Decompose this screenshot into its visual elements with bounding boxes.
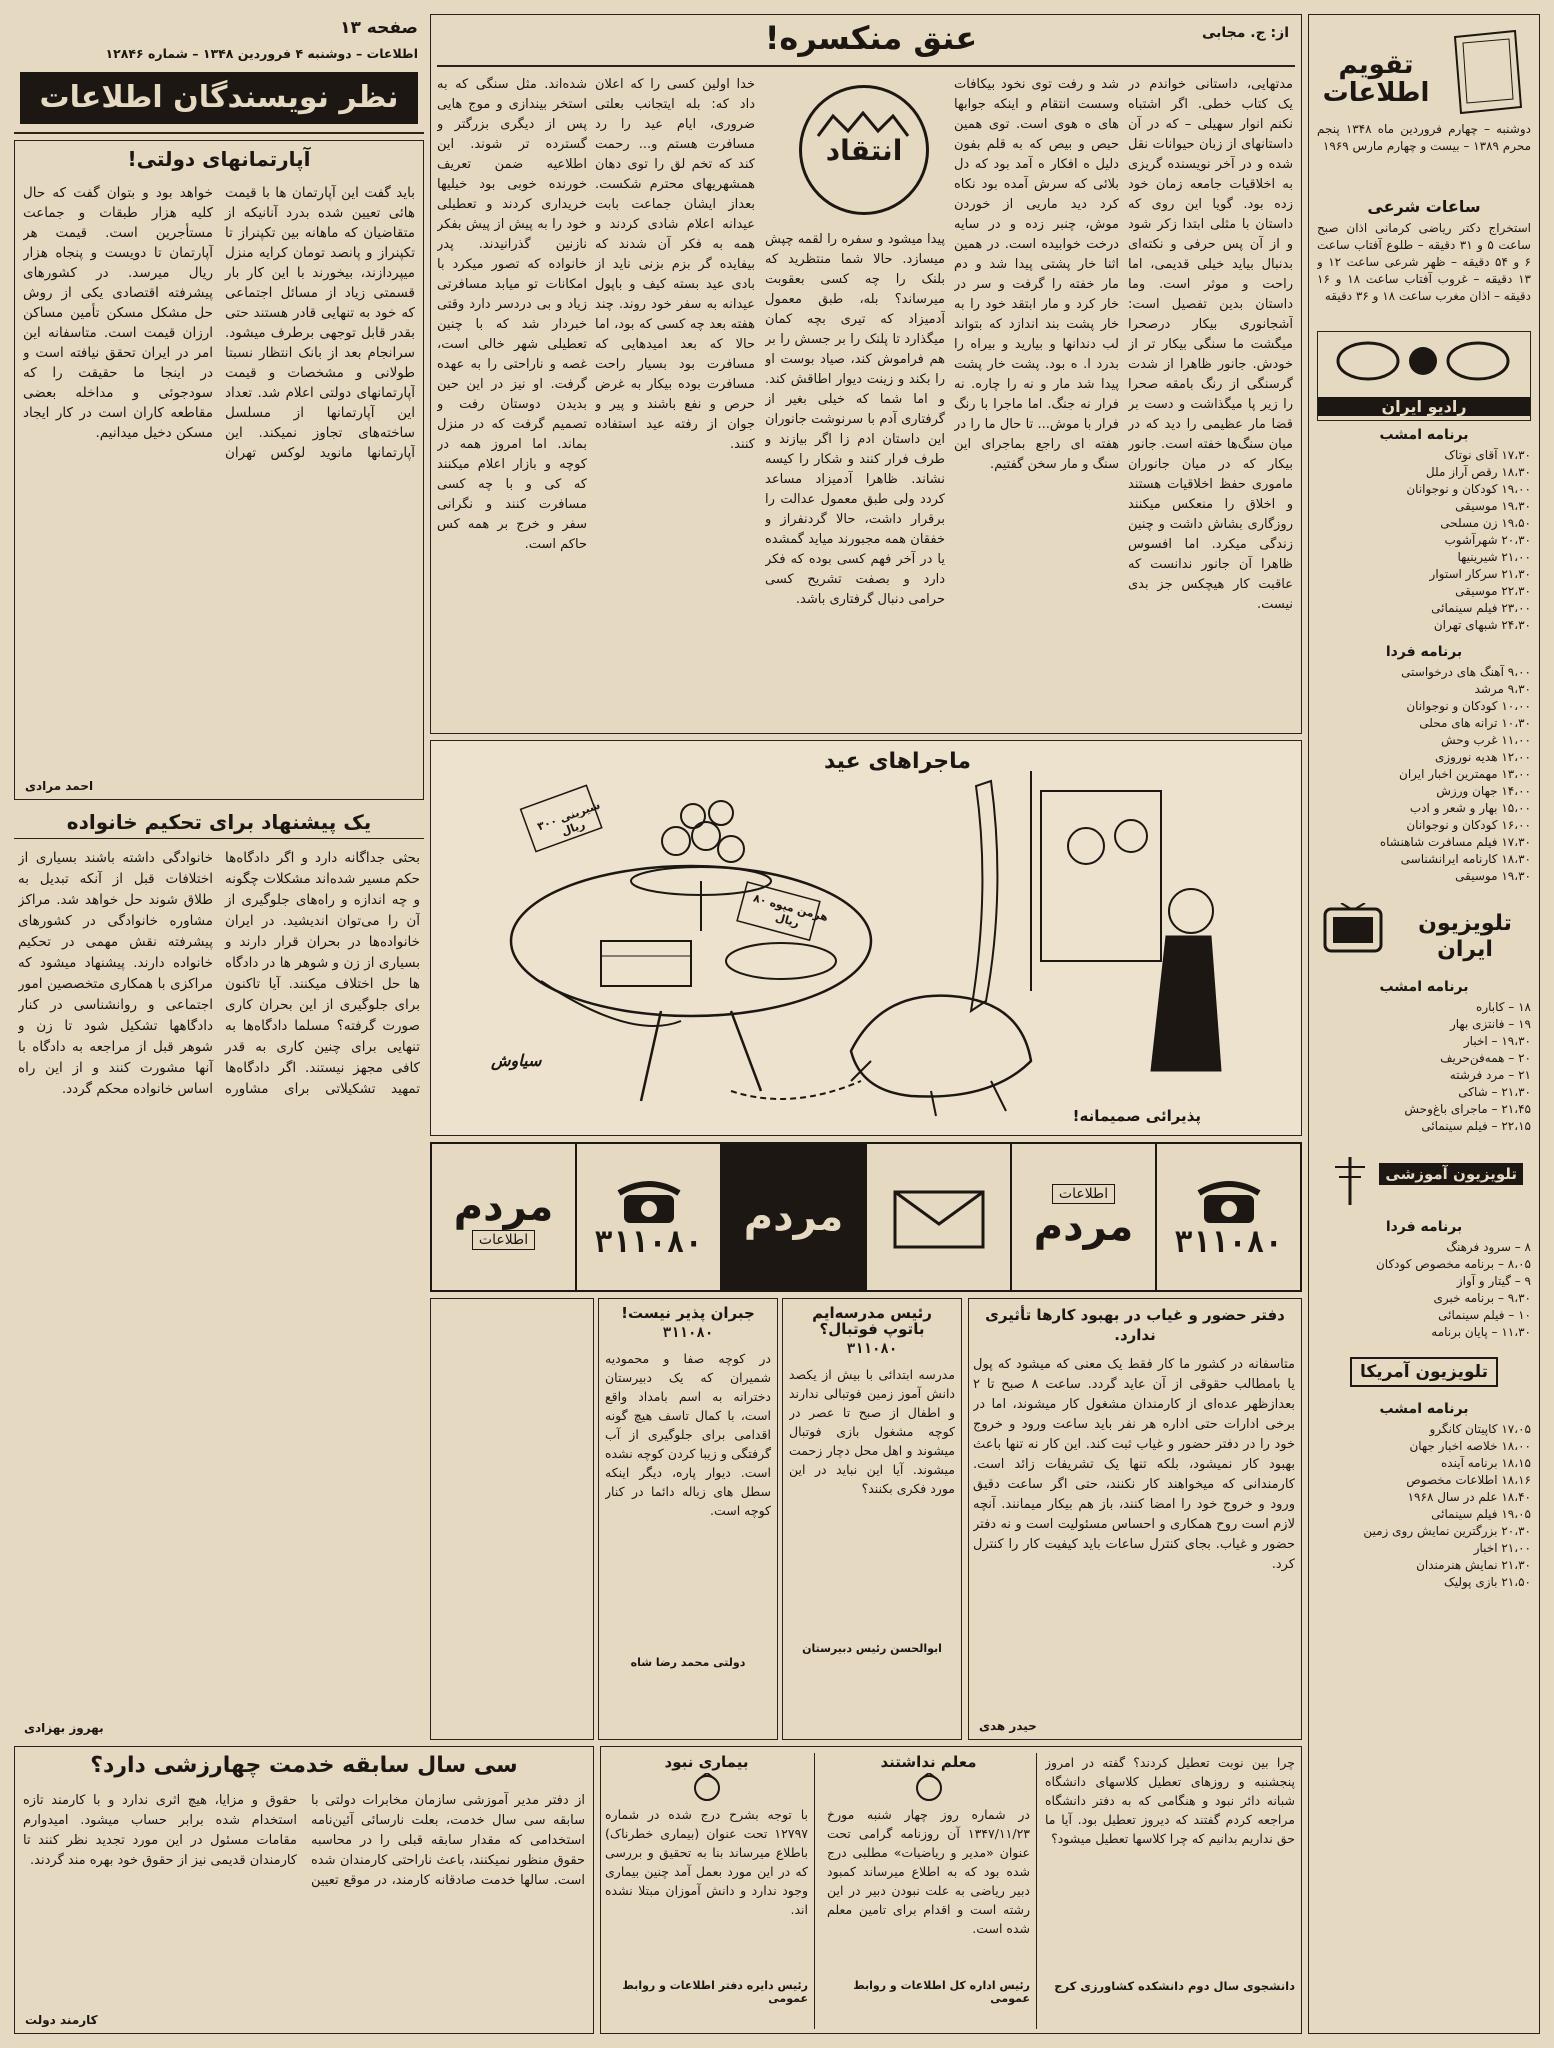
- ornament-icon: [1328, 336, 1518, 386]
- main-story-col5: شده‌اند. مثل سنگی که به استخر بیندازی و موج هایی پس از دیگری بزرگتر و گسترده تر شوند. این اطلاعیه ضمن تعریف خورنده خوبی بود خیلیها خریداری کردند و تعطیلی خود را به پیش از پیش بفکر نازنین گذرانیدند. پدر خانواده که تصور میکرد با امکانات تو میابد مسافرتی زیاد و بی دردسر دارد وقتی خبردار شد که با چنین تعطیلی شهر خالی است، غصه و ناراحتی را به عهده گرفت. او نیز در این حین بدیدن دوستان رفت و تصمیم گرفت که در منزل بماند. اما امروز همه در کوچه و بازار اعلام میکنند که کی و با چه کسی مسافرت کنند و نگرانی سفر و خرج بر همه کس حاکم است.: [437, 77, 587, 552]
- radio-tomorrow-item: ۹،۰۰ آهنگ های درخواستی: [1401, 665, 1531, 679]
- radio-tomorrow-item: ۱۰،۳۰ ترانه های محلی: [1419, 716, 1531, 730]
- radio-tonight-list: [1317, 447, 1531, 634]
- ad-cell-phone-2: [575, 1144, 720, 1290]
- bottom-col-3: [605, 1753, 815, 2029]
- ad-phone-number-1: ۳۱۱۰۸۰: [1174, 1224, 1283, 1260]
- tv-tonight-item: ۲۱ – مرد فرشته: [1449, 1068, 1531, 1082]
- radio-tonight-item: ۱۷،۳۰ آقای نوتاک: [1444, 448, 1531, 462]
- tv-america-heading: برنامه امشب: [1379, 1401, 1469, 1417]
- tv-america-item: ۱۸،۰۰ خلاصه اخبار جهان: [1409, 1439, 1531, 1453]
- small-ad-1: [598, 1298, 778, 1740]
- small-ad-2-body: مدرسه ابتدائی با بیش از یکصد دانش آموز زمین فوتبالی ندارند و اطفال از صبح تا عصر در کوچه مشغول بازی فوتبال میشوند و اهل محل دچار زحمت میشوند. آیا این نباید در این مورد فکری بکنند؟: [789, 1367, 955, 1496]
- tv-america-item: ۲۱،۵۰ بازی پولیک: [1443, 1575, 1531, 1589]
- tv-tonight-item: ۱۹،۳۰ – اخبار: [1463, 1034, 1531, 1048]
- radio-tonight-item: ۲۴،۳۰ شبهای تهران: [1433, 618, 1531, 632]
- apartments-story: [14, 140, 424, 800]
- small-ad-1-author: دولتی محمد رضا شاه: [630, 1656, 746, 1669]
- main-story-col2: شد و رفت توی نخود بیکافات وسست انتقام و اینکه جوابها های ه هوی است. توی همین حیص و بیص که به قلم بفون دلیل ه افکار ه آمد بود که دل بلائی که سرش آمده بود نکاه کرد دید ماریی از خوردن موش، چنبر زده و در سایه درخت خوابیده است. در همین اثنا خار پشتی پیدا شد و دم مار خفته را گرفت و سر در خار کرد و مار ابتقد خود را به خار پشت بند اندازد که بتواند لب دندانها و بیارید و بیراه را بدرد ا. ه بود. پشت خار پشت پیدا شد مار و نه را چاره. نه فرار نه جنگ. اما ماجرا با رنگ فرار با موش... تا حال ما را در هفته ای راجع بماجرای این سنگ و مار سخن گفتیم.: [954, 77, 1119, 472]
- ad-cell-phone-1: [1155, 1144, 1300, 1290]
- radio-tonight-heading: برنامه امشب: [1379, 427, 1469, 443]
- small-ad-2-author: ابوالحسن رئیس دبیرستان: [802, 1642, 942, 1655]
- tv-tonight-item: ۱۹ – فانتزی بهار: [1449, 1017, 1531, 1031]
- ad-cell-people-3: [432, 1144, 575, 1290]
- ad-paper-name-2: اطلاعات: [472, 1230, 535, 1250]
- radio-tonight-item: ۲۲،۳۰ موسیقی: [1455, 584, 1531, 598]
- bottom-col-2-body: در شماره روز چهار شنبه مورخ ۱۳۴۷/۱۱/۲۳ آن روزنامه گرامی تحت عنوان «مدیر و ریاضیات» مطلبی درج شده بود که به اطلاع میرساند کمبود دبیر ریاضی به علت نبودن دبیر در این رشته است و اقدام برای تامین معلم شده است.: [827, 1807, 1030, 1936]
- radio-tomorrow-item: ۱۱،۰۰ غرب وحش: [1441, 733, 1531, 747]
- radio-tonight-item: ۱۸،۳۰ رقص آراز ملل: [1425, 465, 1531, 479]
- service-story: [14, 1746, 594, 2034]
- main-story-col3: پیدا میشود و سفره را لقمه چپش میسازد. حالا شما منتظرید که بلنک را چه کسی بعقوبت میرساند؟ بله، طبق معمول آدمیزاد که تیری بچه کمان میگذارد تا پلنک را بر جسش را بر هم فراموش کند، صیاد بوست او را بکند و زینت دیوار اطاقش کند. و اما شما که خیلی بغیر از گرفتاری آدم با سرنوشت جانوران این داستان ادم زا اگر بیازند و طرف فرار کنند و شکار را کیسه نشاند. ظاهرا آدمیزاد مساعد کردد ولی طبق معمول عدالت را برقرار داشت، حالا گردنفراز و خفقان همه مجبورند میاید گمشده یا در آخر فهم کسی بوده که فکر دارد و بصفت تشریح کسی حرامی دنبال گرفتاری باشد.: [765, 232, 945, 607]
- page-label: صفحه ۱۳: [340, 18, 418, 38]
- tv-tonight-item: ۲۱،۴۵ – ماجرای باغ‌وحش: [1404, 1102, 1531, 1116]
- ad-strip: [430, 1142, 1302, 1292]
- attendance-headline: دفتر حضور و غیاب در بهبود کارها تأثیری ندارد.: [985, 1306, 1285, 1344]
- family-headline: یک پیشنهاد برای تحکیم خانواده: [14, 810, 424, 839]
- prayer-times-heading: ساعات شرعی: [1367, 197, 1481, 216]
- small-ad-2-title: رئیس مدرسه‌ایم باتوپ فوتبال؟: [812, 1304, 932, 1338]
- family-story: [14, 806, 424, 1741]
- cartoon-sign-right: هرمن میوه ۸۰ ریال: [751, 891, 830, 930]
- family-author: بهروز بهزادی: [24, 1721, 104, 1735]
- small-ad-1-title: جبران پذیر نیست!: [621, 1304, 755, 1322]
- tv-educational-item: ۹ – گیتار و آواز: [1456, 1274, 1531, 1288]
- tv-educational-item: ۸،۰۵ – برنامه مخصوص کودکان: [1375, 1257, 1531, 1271]
- main-story-col4: خدا اولین کسی را که اعلان داد که: بله ایتجانب بعلتی ضروری، ایام عید را رد مسافرت هستم و... رحمت کند که تخم لق را توی دهان همشهریهای محترم شکست. بعداز ایشان جماعت بابت عیدانه اعلام شادی کردند و همه به فکر آن شدند که بیفایده گر بزم بزنی ناید از بادی عید بسته کیف و باپول عیدانه به سفر خود روند. چند هفته بعد چه کسی که بود، اما حالا که بعد امیدهایی که مسافرت بود بسیار راحت مسافرت بوده بیکار به غرض حرص و نفع باشند و پیر و جوان از رفته عید استفاده کنند.: [595, 77, 755, 452]
- tv-tonight-item: ۲۱،۳۰ – شاکی: [1458, 1085, 1531, 1099]
- tv-educational-item: ۱۰ – فیلم سینمائی: [1438, 1308, 1531, 1322]
- stamp-crown-icon: [813, 111, 913, 141]
- main-story-byline: از: ج. مجابی: [1201, 25, 1289, 41]
- tv-tonight-item: ۱۸ – کاباره: [1476, 1000, 1531, 1014]
- small-ad-1-body: در کوچه صفا و محمودیه شمیران که یک دبیرستان دخترانه به اسم بامداد واقع است، با کمال تاسف هیچ گونه اقدامی برای جلوگیری از آب گرفتگی و زیبا کردن کوچه نشده است. دیوار پاره، دیگر اینکه سطل های زباله دائما در کنار کوچه است.: [605, 1351, 771, 1518]
- small-ads-area: [430, 1298, 594, 1740]
- bottom-col-3-title: بیماری نبود: [664, 1753, 749, 1771]
- cartoon-sign-left: شیرینی ۳۰۰ ریال: [535, 798, 602, 839]
- bottom-col-1: [1045, 1753, 1295, 2029]
- newspaper-page: [14, 14, 1540, 2034]
- ad-cell-people-2: [720, 1144, 865, 1290]
- tv-tonight-item: ۲۲،۱۵ – فیلم سینمائی: [1421, 1119, 1531, 1133]
- radio-tonight-item: ۲۰،۳۰ شهرآشوب: [1444, 533, 1531, 547]
- radio-tonight-item: ۲۱،۳۰ سرکار استوار: [1429, 567, 1531, 581]
- tv-tonight-heading: برنامه امشب: [1379, 979, 1469, 995]
- family-body: بحثی جداگانه دارد و اگر دادگاه‌ها حکم مسیر شده‌اند مشکلات چگونه و چه اندازه و راه‌های جلوگیری از آن را می‌توان اندیشید. در ایران خانواده‌ها در بحران قرار دارند و بسیاری از زن و شوهر ها در دادگاه ها حل اختلاف میکنند. آیا تاکنون برای جلوگیری از این بحران کاری صورت گرفته؟ مسلما دادگاه‌ها به تنهایی برای چنین کاری به قدر کافی مجهز نیستند. اگر دادگاه‌ها تمهید تشکیلاتی برای مشاوره خانوادگی داشته باشند بسیاری از اختلافات قبل از آنکه تبدیل به طلاق شوند حل خواهد شد. مراکز مشاوره خانوادگی در کشورهای پیشرفته نقش مهمی در تحکیم خانواده دارند. پیشنهاد میشود که مراکزی با همکاری متخصصین امور اجتماعی و روانشناسی در کنار دادگاهها تشکیل شود تا زن و شوهر قبل از مراجعه به دادگاه با آنها مشورت کنند و از این راه اساس خانواده محکم گردد.: [18, 850, 420, 1097]
- radio-tonight-item: ۱۹،۳۰ موسیقی: [1455, 499, 1531, 513]
- service-body: از دفتر مدیر آموزشی سازمان مخابرات دولتی با سابقه سی سال خدمت، بعلت نارسائی آئین‌نامه استخدامی که مقدار سابقه قبلی را در محاسبه حقوق منظور نمیکنند، باعث ناراحتی کارمندان شده است. سالها خدمت صادقانه کارمند، در موقع تعیین حقوق و مزایا، هیچ اثری ندارد و با کارمند تازه استخدام شده برابر حساب میشود. امیدوارم مقامات مسئول در این مورد تجدید نظر کنند تا کارمندان قدیمی نیز از حقوق خود بهره مند گردند.: [23, 1793, 585, 1888]
- radio-tomorrow-item: ۱۴،۰۰ جهان ورزش: [1436, 784, 1531, 798]
- telephone-icon: [614, 1175, 684, 1225]
- bottom-center-area: [600, 1746, 1302, 2034]
- calendar-date-text: دوشنبه – چهارم فروردین ماه ۱۳۴۸ پنجم محرم ۱۳۸۹ – بیست و چهارم مارس ۱۹۶۹: [1317, 122, 1531, 153]
- apartments-body: باید گفت این آپارتمان ها با قیمت هائی تعیین شده بدرد آنانیکه از متقاضیان که ماهانه بین تکپنراز تا تکپنراز و پانصد تومان کرایه منزل میپردازند، بیخورند با این کار بار قسمتی زیاد از مسائل اجتماعی که خود به تنهایی قادر هستند حتی بقدر قابل توجهی برطرف میشود. سرانجام بعد از بانک انتظار نسبتا طولانی و مشخصات و قیمت آپارتمانهای دولتی اعلام شد. تعداد این آپارتمانها از مسلسل ساخته‌های تجاوز نمیکند. این آپارتمانها مانوید لوکس تهران خواهد بود و بتوان گفت که حال کلیه هزار طبقات و جماعت مستأجرین است. قیمت هر آپارتمان تا دویست و پنجاه هزار ریال میرسد. در کشورهای پیشرفته اقتصادی یکی از روش حل مشکل مسکن تأمین مساکن ارزان قیمت است. متاسفانه این امر در ایران تحقق نیافته است و در اینجا ما حقیقت را که سودجوئی و مداخله بعضی مقاطعه کاران است در کار ایجاد مسکن دخیل میدانیم.: [23, 185, 415, 461]
- tv-america-item: ۱۹،۰۵ فیلم سینمائی: [1431, 1507, 1531, 1521]
- ad-cell-people-1: [1010, 1144, 1155, 1290]
- cartoon-illustration: [431, 741, 1301, 1135]
- emblem-icon: [687, 1773, 727, 1803]
- radio-iran-logo: رادیو ایران: [1317, 331, 1531, 421]
- attendance-story-box: [968, 1298, 1302, 1740]
- tv-educational-item: ۹،۳۰ – برنامه خبری: [1433, 1291, 1531, 1305]
- apartments-author: احمد مرادی: [25, 779, 94, 793]
- radio-tonight-item: ۲۳،۰۰ فیلم سینمائی: [1431, 601, 1531, 615]
- radio-tomorrow-item: ۱۲،۰۰ هدیه نوروزی: [1434, 750, 1531, 764]
- radio-tomorrow-item: ۱۷،۳۰ فیلم مسافرت شاهنشاه: [1379, 835, 1531, 849]
- main-story-headline: عنق منکسره!: [764, 19, 978, 57]
- tv-educational-heading: برنامه فردا: [1385, 1219, 1463, 1235]
- tv-set-icon: [1321, 903, 1391, 963]
- calendar-pages-icon: [1445, 27, 1525, 117]
- bottom-col-1-body: چرا بین نوبت تعطیل کردند؟ گفته در امروز پنجشنبه و روزهای تعطیل کلاسهای دانشگاه شبانه دائر نبود و هنگامی که به دفتر دانشگاه مراجعه کردم گفتند که دیروز تعطیل بود. آیا ما حق نداریم بدانیم که چرا کلاسها تعطیل میشود؟: [1045, 1755, 1295, 1846]
- radio-tomorrow-item: ۱۳،۰۰ مهمترین اخبار ایران: [1399, 767, 1531, 781]
- radio-tomorrow-item: ۹،۳۰ مرشد: [1474, 682, 1531, 696]
- radio-tomorrow-item: ۱۹،۳۰ موسیقی: [1455, 869, 1531, 883]
- date-line: اطلاعات – دوشنبه ۴ فروردین ۱۳۴۸ – شماره ۱۲۸۴۶: [105, 46, 418, 61]
- tv-america-item: ۲۱،۳۰ نمایش هنرمندان: [1416, 1558, 1531, 1572]
- main-story: [430, 14, 1302, 734]
- ad-people-word-3: مردم: [453, 1184, 554, 1230]
- radio-tomorrow-item: ۱۶،۰۰ کودکان و نوجوانان: [1406, 818, 1531, 832]
- bottom-col-2-sign: رئیس اداره کل اطلاعات و روابط عمومی: [853, 1979, 1030, 2005]
- cartoon-panel: [430, 740, 1302, 1136]
- headline-rule: [437, 65, 1295, 67]
- service-author: کارمند دولت: [25, 2013, 98, 2027]
- radio-tomorrow-item: ۱۸،۳۰ کارنامه ایرانشناسی: [1400, 852, 1531, 866]
- small-ad-2: [782, 1298, 962, 1740]
- attendance-body: متاسفانه در کشور ما کار فقط یک معنی که میشود که پول یا بامطالب حقوقی از آن عاید گردد. ساعت ۸ صبح تا ۲ بعدازظهر عده‌ای از کارمندان مشغول کار میشوند، اما در برخی ادارات حتی اداره هر نفر باید ساعت ورود و خروج خود را در دفتر حضور و غیاب ثبت کند. این کار نه تنها باعث بهبود کار نمیشود، بلکه تنها یک تشریفات زائد است. کارمندانی که میخواهند کار نکنند، حتی اگر ساعت دقیق ورود و خروج خود را امضا کنند، باز هم بیکار میمانند. آنچه لازم است روح همکاری و احساس مسئولیت است و نه دفتر حضور و غیاب. بجای کنترل ساعات باید کیفیت کار را کنترل کرد.: [973, 1357, 1295, 1572]
- radio-tonight-item: ۱۹،۰۰ کودکان و نوجوانان: [1406, 482, 1531, 496]
- tv-america-item: ۲۰،۳۰ بزرگترین نمایش روی زمین: [1363, 1524, 1531, 1538]
- radio-tonight-item: ۱۹،۵۰ زن مسلحی: [1440, 516, 1531, 530]
- ad-cell-mail: [865, 1144, 1010, 1290]
- tv-educational-logo: تلویزیون آموزشی: [1317, 1143, 1531, 1213]
- tv-america-item: ۲۱،۰۰ اخبار: [1473, 1541, 1531, 1555]
- tv-educational-item: ۸ – سرود فرهنگ: [1446, 1240, 1531, 1254]
- ad-paper-name-1: اطلاعات: [1052, 1184, 1115, 1204]
- envelope-icon: [889, 1182, 989, 1252]
- tv-tonight-item: ۲۰ – همه‌فن‌حریف: [1440, 1051, 1531, 1065]
- small-ad-1-number: ۳۱۱۰۸۰: [662, 1325, 714, 1341]
- tv-america-list: [1317, 1421, 1531, 1591]
- ad-people-word-2: مردم: [743, 1194, 844, 1240]
- tv-america-item: ۱۸،۱۵ برنامه آینده: [1441, 1456, 1531, 1470]
- prayer-times-text: استخراج دکتر ریاضی کرمانی اذان صبح ساعت ۵ و ۳۱ دقیقه – طلوع آفتاب ساعت ۶ و ۵۴ دقیقه – ظهر شرعی ساعت ۱۲ و ۱۳ دقیقه – غروب آفتاب ساعت ۱۸ و ۱۶ دقیقه – اذان مغرب ساعت ۱۸ و ۳۶ دقیقه: [1317, 221, 1531, 303]
- calendar-logo: تقویم اطلاعات: [1317, 21, 1531, 121]
- ad-phone-number-2: ۳۱۱۰۸۰: [594, 1224, 703, 1260]
- radio-tonight-item: ۲۱،۰۰ شیرینیها: [1457, 550, 1531, 564]
- tv-america-item: ۱۷،۰۵ کاپیتان کانگرو: [1429, 1422, 1531, 1436]
- tv-tonight-list: [1317, 999, 1531, 1135]
- tv-educational-list: [1317, 1239, 1531, 1341]
- tv-educational-item: ۱۱،۳۰ – پایان برنامه: [1431, 1325, 1531, 1339]
- tv-america-item: ۱۸،۴۰ علم در سال ۱۹۶۸: [1407, 1490, 1531, 1504]
- radio-tomorrow-item: ۱۵،۰۰ بهار و شعر و ادب: [1409, 801, 1531, 815]
- antenna-icon: [1325, 1147, 1375, 1207]
- bottom-col-3-sign: رئیس دایره دفتر اطلاعات و روابط عمومی: [622, 1979, 808, 2005]
- tv-america-logo: تلویزیون آمریکا: [1317, 1349, 1531, 1395]
- critique-stamp: انتقاد: [799, 85, 929, 215]
- calendar-column: [1308, 14, 1540, 2034]
- masthead: [14, 14, 424, 134]
- bottom-col-2: [827, 1753, 1037, 2029]
- attendance-author: حیدر هدی: [979, 1719, 1037, 1733]
- radio-tomorrow-heading: برنامه فردا: [1385, 644, 1463, 660]
- telephone-icon: [1194, 1175, 1264, 1225]
- bottom-col-2-title: معلم نداشتند: [880, 1753, 977, 1771]
- tv-iran-logo: تلویزیون ایران: [1317, 893, 1531, 973]
- bottom-col-3-body: با توجه بشرح درج شده در شماره ۱۲۷۹۷ تحت عنوان (بیماری خطرناک) باطلاع میرساند بنا به تحقیق و بررسی که در این مورد بعمل آمد چنین بیماری وجود ندارد و دانش آموزان مبتلا نشده اند.: [605, 1807, 808, 1917]
- radio-tomorrow-item: ۱۰،۰۰ کودکان و نوجوانان: [1406, 699, 1531, 713]
- cartoon-signature: سیاوش: [491, 1051, 542, 1070]
- small-ad-2-number: ۳۱۱۰۸۰: [846, 1341, 898, 1357]
- apartments-headline: آپارتمانهای دولتی!: [127, 147, 311, 171]
- tv-america-item: ۱۸،۱۶ اطلاعات مخصوص: [1406, 1473, 1531, 1487]
- cartoon-caption: پذیرائی صمیمانه!: [1072, 1107, 1201, 1125]
- radio-tomorrow-list: [1317, 664, 1531, 885]
- emblem-icon: [909, 1773, 949, 1803]
- section-title: نظر نویسندگان اطلاعات: [20, 72, 418, 124]
- ad-people-word-1: مردم: [1033, 1204, 1134, 1250]
- bottom-col-1-sign: دانشجوی سال دوم دانشکده کشاورزی کرج: [1054, 1979, 1295, 1993]
- cartoon-title: ماجراهای عید: [823, 749, 971, 774]
- service-headline: سی سال سابقه خدمت چهارزشی دارد؟: [90, 1753, 518, 1778]
- main-story-col1: مدتهایی، داستانی خواندم در یک کتاب خطی. اگر اشتباه نکنم انوار سهیلی – که در آن داستانهای از زبان حیوانات نقل شده و در آخر نویسنده گریزی به اخلاقیات جامعه زمان خود زده بود. گویا این روی که داستان با مثلی ابتدا زکر شود و از آن پس حرفی و نکته‌ای بدنبال بیاید خیلی قدیمی، اما راحت و موثر است. وما داستان بدین تفصیل است: آشجانوری بیکار درصحرا میگشت ما سنگی بیکار تر از خودش. جانور ظاهرا از شدت گرسنگی از رنگ بامقه صحرا را زیر پا میگذاشت و دست بر قضا مار عظیمی را دید که در میان سنگ‌ها خفته است. جانور بیکار که در میان جانوران ماموری حفظ اخلاقیات هستند و اخلاق را منعکس میکنند روزگاری بشاش داشت و چنین زندگی میکرد. اما افسوس ظاهرا آن جانور ندانست که عاقبت کار هیچکس جز بدی نیست.: [1128, 77, 1293, 612]
